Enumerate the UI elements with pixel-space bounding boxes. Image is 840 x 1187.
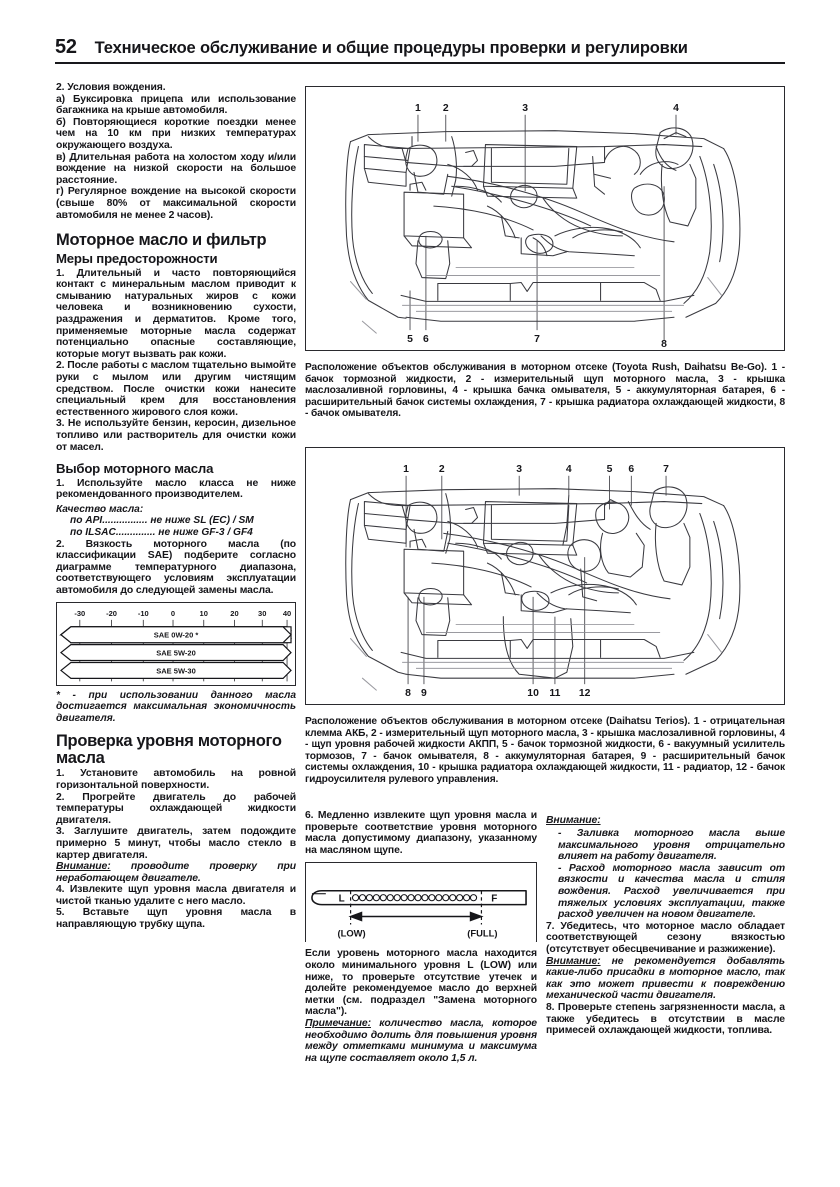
mid-after-figure-text: Если уровень моторного масла находится около минимального уровня L (LOW) или ниже, то проверьте отсутствие утечек и долейте рекомендуемое масло до верхней метки (см. подраздел "Замена моторного масла"). <box>305 948 537 1018</box>
oil-choice-title: Выбор моторного масла <box>56 461 214 477</box>
oil-quality-label: Качество масла: <box>56 503 144 515</box>
figure1-callout-8: 8 <box>661 339 667 350</box>
figure-2-svg <box>306 448 784 704</box>
mid-item-6: 6. Медленно извлеките щуп уровня масла и проверьте соответствие уровня моторного масла допустимому диапазону, указанному на масляном щупе. <box>305 810 537 856</box>
figure2-callout-2: 2 <box>438 463 445 475</box>
page-header <box>55 36 785 64</box>
dipstick-svg <box>306 863 536 942</box>
note-text: количество масла, которое необходимо долить для повышения уровня между отметками минимума и максимума на щупе составляет около 1,5 л. <box>305 1017 537 1064</box>
sae-bar-5w30 <box>61 662 291 678</box>
svg-text:-10: -10 <box>137 608 149 618</box>
oil-choice-item-2: 2. Вязкость моторного масла (по классификации SAE) подберите согласно диаграмме температурного диапазона, соответствующего условиям эксплуатации автомобиля до следующей замены масла. <box>56 538 296 596</box>
note-label: Примечание: <box>305 1017 371 1029</box>
figure-engine-bay-daihatsu-terios <box>305 447 785 705</box>
figure-dipstick <box>305 862 537 942</box>
right-warning-1-bullet-2: - Расход моторного масла зависит от вязкости и качества масла и стиля вождения. Расход увеличивается при тяжелых условиях эксплуатации, также расход увеличен на новом двигателе. <box>558 862 785 921</box>
mid-column-bottom <box>305 810 537 1064</box>
oil-level-check-title: Проверка уровня моторного масла <box>56 732 282 768</box>
dipstick-full-letter: F <box>491 894 498 906</box>
svg-text:SAE 5W-20: SAE 5W-20 <box>156 648 196 658</box>
driving-conditions-heading: 2. Условия вождения. <box>56 82 166 93</box>
figure2-callout-11: 11 <box>549 688 561 700</box>
left-column <box>56 82 296 931</box>
right-warning-2 <box>546 956 785 1002</box>
figure1-callout-7: 7 <box>534 334 540 346</box>
dipstick-full-label: (FULL) <box>467 927 498 939</box>
figure2-callout-4: 4 <box>565 463 572 475</box>
oil-quality-api: по API................ не ниже SL (EC) / SM <box>70 515 254 527</box>
driving-condition-g: г) Регулярное вождение на высокой скорости (свыше 80% от максимальной скорости автомобиля не менее 2 часов). <box>56 186 296 221</box>
sae-bar-0w20 <box>61 626 291 642</box>
figure2-callout-9: 9 <box>421 688 427 700</box>
page-title: Техническое обслуживание и общие процедуры проверки и регулировки <box>94 39 688 57</box>
svg-text:20: 20 <box>230 608 239 618</box>
sae-footnote: * - при использовании данного масла достигается максимальная экономичность двигателя. <box>56 689 296 724</box>
sae-viscosity-chart <box>56 602 296 686</box>
precaution-2: 2. После работы с маслом тщательно вымойте руки с мылом или другим чистящим средством. После очистки кожи нанесите специальный крем для восстановления естественного жирового слоя кожи. <box>56 360 296 418</box>
figure2-callout-6: 6 <box>628 463 635 475</box>
dipstick-low-letter: L <box>338 894 345 906</box>
level-check-item-3: 3. Заглушите двигатель, затем подождите примерно 5 минут, чтобы масло стекло в картер двигателя. <box>56 826 296 861</box>
mid-note <box>305 1018 537 1064</box>
level-check-item-4: 4. Извлеките щуп уровня масла двигателя и чистой тканью удалите с него масло. <box>56 884 296 907</box>
figure1-callout-5: 5 <box>407 334 413 346</box>
figure2-callout-8: 8 <box>405 688 411 700</box>
figure1-callout-4: 4 <box>673 102 679 114</box>
right-warning-1-bullet-1: - Заливка моторного масла выше максимального уровня отрицательно влияет на работу двигателя. <box>558 828 785 863</box>
figure-1-caption: Расположение объектов обслуживания в моторном отсеке (Toyota Rush, Daihatsu Be-Go). 1 - бачок тормозной жидкости, 2 - измерительный щуп моторного масла, 3 - крышка маслозаливной горловины, 4 - крышка бачка омывателя, 5 - аккумуляторная батарея, 6 - расширительный бачок системы охлаждения, 7 - крышка радиатора охлаждающей жидкости, 8 - бачок омывателя. <box>305 362 785 419</box>
svg-text:0: 0 <box>170 608 176 618</box>
level-check-warning <box>56 861 296 884</box>
warning-label: Внимание: <box>56 861 111 873</box>
figure2-callout-1: 1 <box>403 463 409 475</box>
figure1-callout-6: 6 <box>423 334 429 346</box>
dipstick-low-label: (LOW) <box>337 927 366 939</box>
oil-choice-item-1: 1. Используйте масло класса не ниже рекомендованного производителем. <box>56 477 296 501</box>
figure-2-caption: Расположение объектов обслуживания в моторном отсеке (Daihatsu Terios). 1 - отрицательная клемма АКБ, 2 - измерительный щуп моторного масла, 3 - крышка маслозаливной горловины, 4 - щуп уровня рабочей жидкости АКПП, 5 - бачок тормозной жидкости, 6 - вакуумный усилитель тормозов, 7 - бачок омывателя, 8 - аккумуляторная батарея, 9 - расширительный бачок системы охлаждения, 10 - крышка радиатора охлаждающей жидкости, 11 - радиатор, 12 - бачок гидроусилителя рулевого управления. <box>305 716 785 785</box>
precaution-1: 1. Длительный и часто повторяющийся контакт с минеральным маслом приводит к смыванию натуральных жиров с кожи человека и возникновению сухости, раздражения и дерматитов. Кроме того, применяемые моторные масла содержат потенциально опасные составляющие, которые могут вызвать рак кожи. <box>56 267 296 360</box>
figure1-callout-2: 2 <box>442 102 449 114</box>
sae-bar-5w20 <box>61 644 291 660</box>
oil-quality-ilsac: по ILSAC.............. не ниже GF-3 / GF4 <box>70 527 253 538</box>
svg-text:30: 30 <box>258 608 267 618</box>
engine-oil-section-title: Моторное масло и фильтр <box>56 231 267 250</box>
driving-condition-b: б) Повторяющиеся короткие поездки менее чем на 10 км при низких температурах окружающего воздуха. <box>56 116 296 151</box>
right-warning-2-label: Внимание: <box>546 955 601 967</box>
figure-1-svg <box>306 87 784 350</box>
svg-text:-30: -30 <box>74 608 86 618</box>
right-warning-1-label: Внимание: <box>546 815 601 826</box>
figure-engine-bay-toyota-rush <box>305 86 785 351</box>
svg-text:SAE 5W-30: SAE 5W-30 <box>156 665 196 675</box>
figure2-callout-3: 3 <box>516 463 523 475</box>
svg-text:40: 40 <box>282 608 292 618</box>
figure1-callout-3: 3 <box>522 102 529 114</box>
sae-chart-svg <box>57 603 295 686</box>
level-check-item-1: 1. Установите автомобиль на ровной горизонтальной поверхности. <box>56 768 296 791</box>
right-warning-2-text: не рекомендуется добавлять какие-либо присадки в моторное масло, так как это может привести к повреждению механической части двигателя. <box>546 955 785 1002</box>
right-item-8: 8. Проверьте степень загрязненности масла, а также убедитесь в отсутствии в масле примесей охлаждающей жидкости, топлива. <box>546 1001 785 1037</box>
level-check-item-2: 2. Прогрейте двигатель до рабочей температуры охлаждающей жидкости двигателя. <box>56 791 296 826</box>
figure2-callout-5: 5 <box>606 463 613 475</box>
figure1-callout-1: 1 <box>415 102 421 114</box>
driving-condition-v: в) Длительная работа на холостом ходу и/или вождение на низкой скорости на большое расстояние. <box>56 151 296 186</box>
precaution-3: 3. Не используйте бензин, керосин, дизельное топливо или растворитель для очистки кожи от масел. <box>56 418 296 453</box>
driving-condition-a: а) Буксировка прицепа или использование багажника на крыше автомобиля. <box>56 93 296 117</box>
svg-text:SAE 0W-20 *: SAE 0W-20 * <box>153 630 199 640</box>
header-divider <box>55 62 785 64</box>
figure2-callout-10: 10 <box>527 688 539 700</box>
right-column-bottom <box>546 810 785 1037</box>
svg-text:-20: -20 <box>106 608 117 618</box>
figure2-callout-7: 7 <box>663 463 669 475</box>
warning-text: проводите проверку при неработающем двигателе. <box>56 861 296 884</box>
right-item-7: 7. Убедитесь, что моторное масло обладает соответствующей сезону вязкостью (отсутствует обесцвечивание и разжижение). <box>546 920 785 955</box>
level-check-item-5: 5. Вставьте щуп уровня масла в направляющую трубку щупа. <box>56 907 296 931</box>
figure2-callout-12: 12 <box>578 688 591 700</box>
precautions-title: Меры предосторожности <box>56 251 218 267</box>
svg-text:10: 10 <box>199 608 208 618</box>
page-number: 52 <box>55 36 77 58</box>
